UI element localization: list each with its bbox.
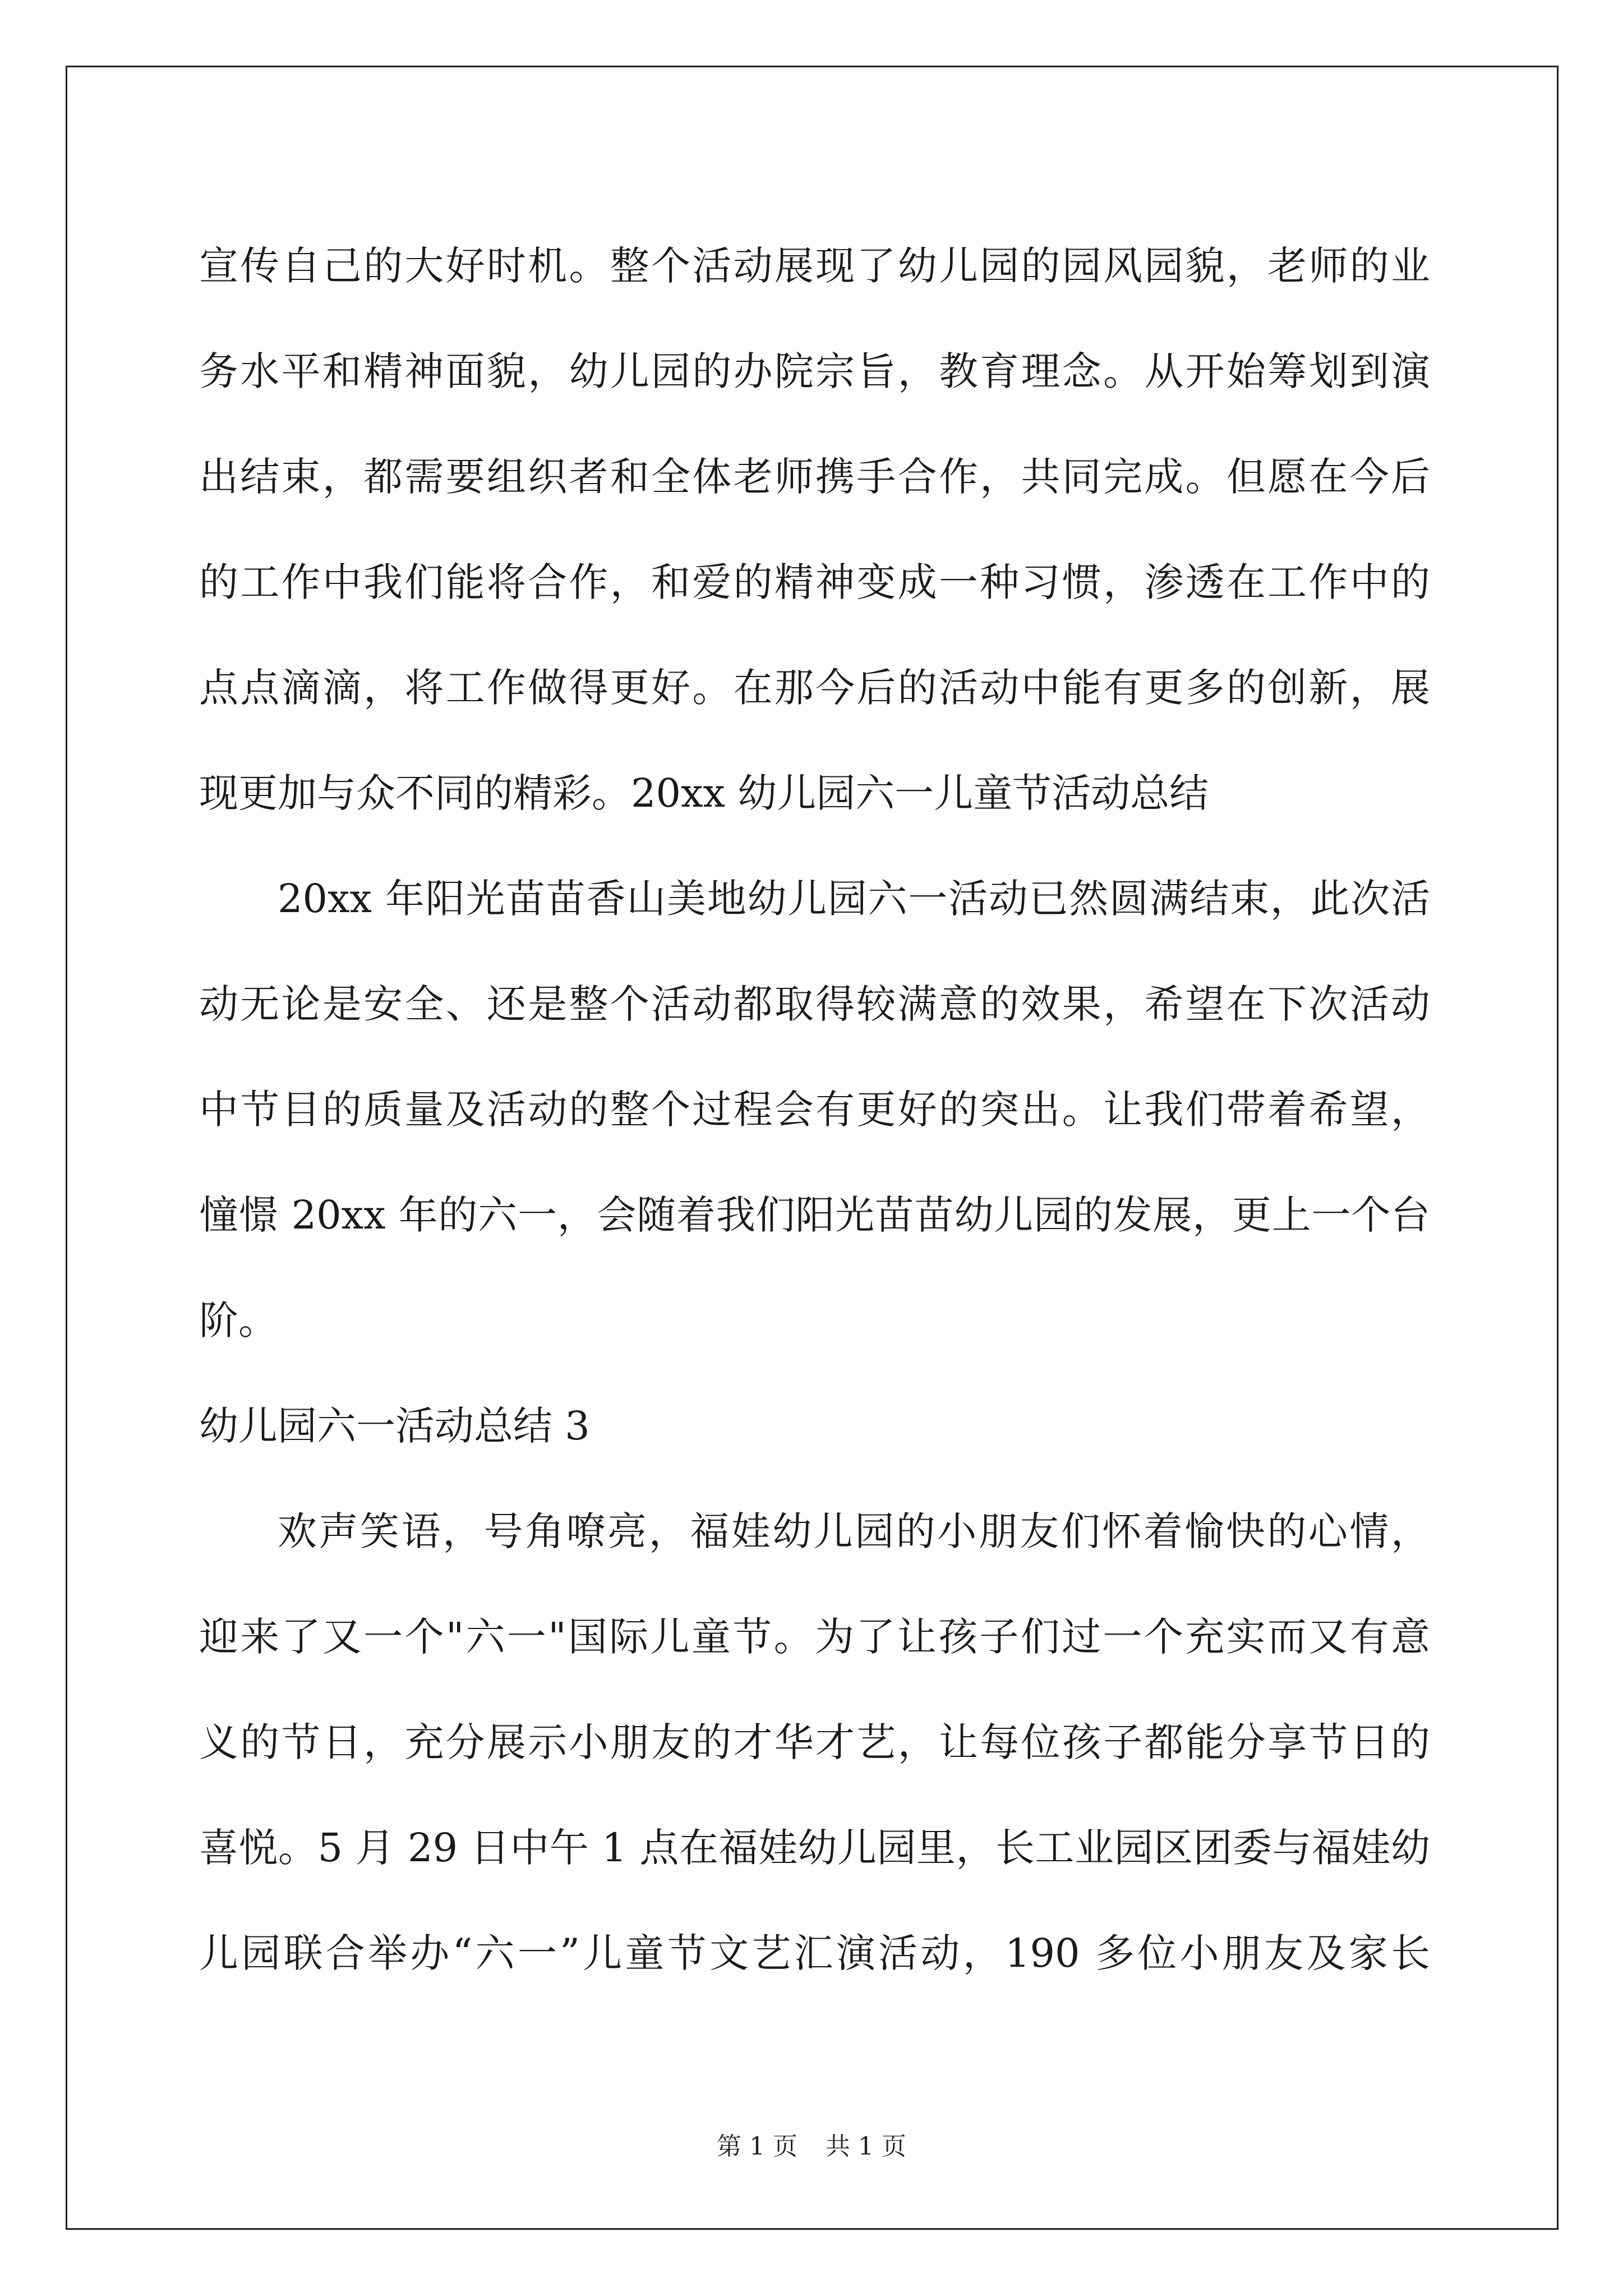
text-line: 动无论是安全、还是整个活动都取得较满意的效果，希望在下次活动: [199, 981, 1430, 1027]
text-line: 欢声笑语，号角嘹亮，福娃幼儿园的小朋友们怀着愉快的心情，: [278, 1508, 1430, 1554]
text-line: 务水平和精神面貌，幼儿园的办院宗旨，教育理念。从开始筹划到演: [199, 348, 1430, 394]
text-line: 迎来了又一个"六一"国际儿童节。为了让孩子们过一个充实而又有意: [199, 1614, 1430, 1660]
text-line: 出结束，都需要组织者和全体老师携手合作，共同完成。但愿在今后: [199, 454, 1430, 500]
text-line: 20xx 年阳光苗苗香山美地幼儿园六一活动已然圆满结束，此次活: [278, 876, 1430, 922]
page-total: 共 1 页: [826, 2132, 906, 2161]
text-line: 阶。: [199, 1297, 278, 1343]
page-footer: [0, 2126, 1623, 2162]
text-line: 憧憬 20xx 年的六一，会随着我们阳光苗苗幼儿园的发展，更上一个台: [199, 1192, 1430, 1238]
document-body: [199, 213, 1430, 2006]
text-line: 的工作中我们能将合作，和爱的精神变成一种习惯，渗透在工作中的: [199, 559, 1430, 605]
text-line: 儿园联合举办“六一”儿童节文艺汇演活动，190 多位小朋友及家长: [199, 1930, 1430, 1976]
text-line: 喜悦。5 月 29 日中午 1 点在福娃幼儿园里，长工业园区团委与福娃幼: [199, 1825, 1430, 1871]
text-line: 义的节日，充分展示小朋友的才华才艺，让每位孩子都能分享节日的: [199, 1719, 1430, 1765]
section-heading: 幼儿园六一活动总结 3: [199, 1403, 590, 1449]
text-line: 宣传自己的大好时机。整个活动展现了幼儿园的园风园貌，老师的业: [199, 243, 1430, 289]
page-number: 第 1 页: [717, 2132, 797, 2161]
text-line: 现更加与众不同的精彩。20xx 幼儿园六一儿童节活动总结: [199, 770, 1209, 816]
text-line: 点点滴滴，将工作做得更好。在那今后的活动中能有更多的创新，展: [199, 665, 1430, 711]
text-line: 中节目的质量及活动的整个过程会有更好的突出。让我们带着希望，: [199, 1087, 1430, 1133]
